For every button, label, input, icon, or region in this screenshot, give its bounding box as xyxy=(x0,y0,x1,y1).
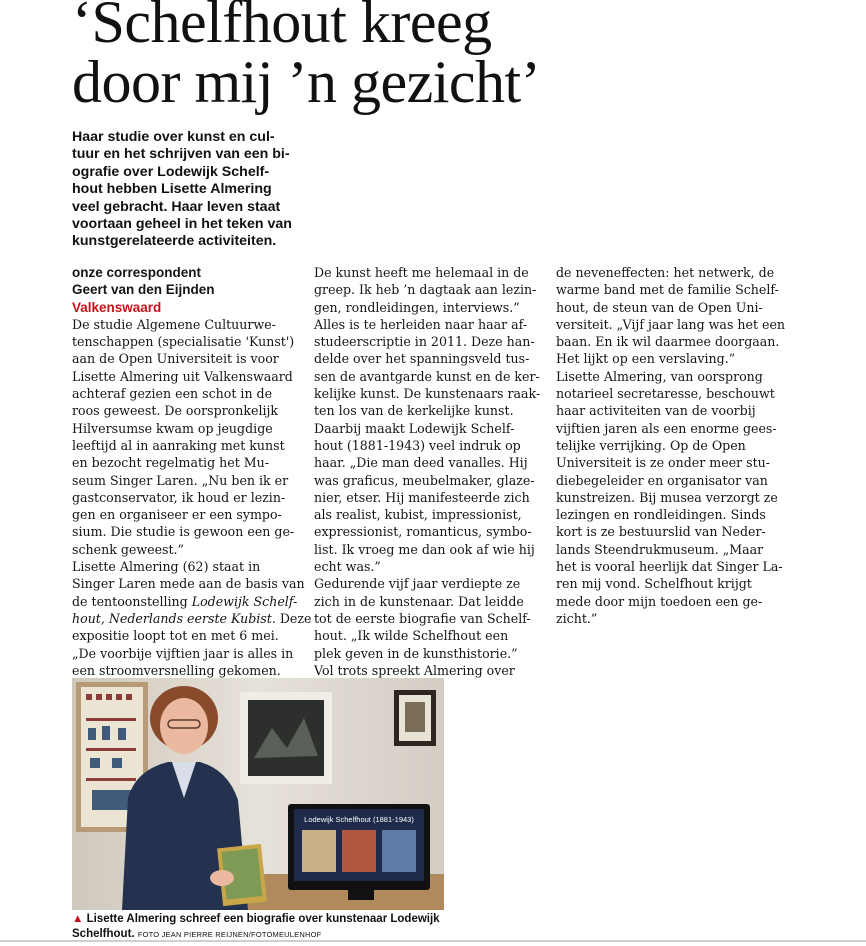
body-line: tot de eerste biografie van Schelf- xyxy=(314,610,531,626)
screen-title: Lodewijk Schelfhout (1881-1943) xyxy=(304,815,414,824)
intro-line: ografie over Lodewijk Schelf- xyxy=(72,163,270,180)
body-line: warme band met de familie Schelf- xyxy=(556,282,779,298)
body-line: notarieel secretaresse, beschouwt xyxy=(556,386,775,402)
body-line: seum Singer Laren. „Nu ben ik er xyxy=(72,472,289,488)
body-line: gen, rondleidingen, interviews.” xyxy=(314,299,520,315)
body-line: delde over het spanningsveld tus- xyxy=(314,351,530,367)
body-line: vijftien jaren als een enorme gees- xyxy=(556,420,777,436)
body-line: diebegeleider en organisator van xyxy=(556,472,768,488)
headline-line: ‘Schelfhout kreeg xyxy=(72,0,492,55)
body-line: de neveneffecten: het netwerk, de xyxy=(556,265,775,280)
intro-line: voortaan geheel in het teken van xyxy=(72,216,292,233)
caption-text: Lisette Almering schreef een biografie over kunstenaar Lodewijk xyxy=(86,913,440,925)
photo-portrait-icon xyxy=(72,678,444,910)
column-body xyxy=(72,316,312,679)
article-photo xyxy=(72,678,444,910)
intro-line: hout hebben Lisette Almering xyxy=(72,181,272,198)
body-line: zicht.” xyxy=(556,610,598,626)
intro-line: Haar studie over kunst en cul- xyxy=(72,129,275,145)
body-line: hout, de steun van de Open Uni- xyxy=(556,299,763,315)
body-line: kunstreizen. Bij musea verzorgt ze xyxy=(556,489,778,505)
body-line: Singer Laren mede aan de basis van xyxy=(72,576,305,592)
body-line: expressionist, romanticus, symbo- xyxy=(314,524,532,540)
intro-line: tuur en het schrijven van een bi- xyxy=(72,146,290,163)
caption-text: Schelfhout. xyxy=(72,928,135,940)
body-line: aan de Open Universiteit is voor xyxy=(72,351,279,367)
body-line: echt was.” xyxy=(314,559,381,575)
caption-marker-icon: ▲ xyxy=(72,913,84,925)
body-line: roos geweest. De oorspronkelijk xyxy=(72,403,279,419)
byline-role: onze correspondent xyxy=(72,265,202,280)
article-column-2 xyxy=(314,264,546,679)
body-line: Lisette Almering uit Valkenswaard xyxy=(72,368,293,384)
body-line: studeerscriptie in 2011. Deze han- xyxy=(314,334,535,350)
body-line: baan. En ik wil daarmee doorgaan. xyxy=(556,334,780,350)
body-line: versiteit. „Vijf jaar lang was het een xyxy=(556,316,786,332)
article-column-1 xyxy=(72,264,312,679)
body-line: list. Ik vroeg me dan ook af wie hij xyxy=(314,541,535,557)
photo-caption xyxy=(72,912,452,942)
body-line: expositie loopt tot en met 6 mei. xyxy=(72,628,279,644)
body-line: Vol trots spreekt Almering over xyxy=(314,662,515,678)
body-line: mede door mijn toedoen een ge- xyxy=(556,593,763,609)
body-line: Gedurende vijf jaar verdiepte ze xyxy=(314,576,521,592)
article-column-3 xyxy=(556,264,796,627)
body-line: leeftijd al in aanraking met kunst xyxy=(72,437,285,453)
body-line: hout (1881-1943) veel indruk op xyxy=(314,437,521,453)
body-line: en bezocht regelmatig het Mu- xyxy=(72,455,270,471)
body-line: greep. Ik heb ’n dagtaak aan lezin- xyxy=(314,282,537,298)
byline-name: Geert van den Eijnden xyxy=(72,282,215,298)
body-line: zich in de kunstenaar. Dat leidde xyxy=(314,593,524,609)
body-line: Lisette Almering (62) staat in xyxy=(72,559,261,575)
body-line: ren mij vond. Schelfhout krijgt xyxy=(556,576,752,592)
body-line: „De voorbije vijftien jaar is alles in xyxy=(72,645,294,661)
body-line: was graficus, meubelmaker, glaze- xyxy=(314,472,535,488)
dateline: Valkenswaard xyxy=(72,299,162,315)
intro-line: kunstgerelateerde activiteiten. xyxy=(72,233,277,250)
body-line: kort is ze bestuurslid van Neder- xyxy=(556,524,766,540)
body-line: Daarbij maakt Lodewijk Schelf- xyxy=(314,420,515,436)
body-line: sen de avantgarde kunst en de ker- xyxy=(314,368,540,384)
body-line: de tentoonstelling Lodewijk Schelf- xyxy=(72,593,298,609)
body-line: telijke verrijking. Op de Open xyxy=(556,437,746,453)
body-line: lezingen en rondleidingen. Sinds xyxy=(556,507,766,523)
body-line: nier, etser. Hij manifesteerde zich xyxy=(314,489,530,505)
body-line: haar activiteiten van de voorbij xyxy=(556,403,756,419)
body-line: tenschappen (specialisatie 'Kunst') xyxy=(72,334,295,350)
body-line: De kunst heeft me helemaal in de xyxy=(314,265,529,280)
body-line: als realist, kubist, impressionist, xyxy=(314,507,522,523)
body-line: gastconservator, ik houd er lezin- xyxy=(72,489,286,505)
article-intro xyxy=(72,129,332,251)
column-body xyxy=(314,264,546,679)
intro-line: veel gebracht. Haar leven staat xyxy=(72,198,281,215)
body-line: schenk geweest.” xyxy=(72,541,184,557)
body-line: sium. Die studie is gewoon een ge- xyxy=(72,524,295,540)
body-line: Hilversumse kwam op jeugdige xyxy=(72,420,273,436)
body-line: het is vooral heerlijk dat Singer La- xyxy=(556,559,783,575)
body-line: kelijke kunst. De kunstenaars raak- xyxy=(314,386,541,402)
body-line: De studie Algemene Cultuurwe- xyxy=(72,316,276,332)
body-line: achteraf gezien een schot in de xyxy=(72,386,273,402)
column-body xyxy=(556,264,796,627)
article-headline xyxy=(72,0,852,115)
body-line: lands Steendrukmuseum. „Maar xyxy=(556,541,764,557)
body-line: Het lijkt op een verslaving.” xyxy=(556,351,736,367)
footer-rule xyxy=(0,940,866,942)
body-line: Lisette Almering, van oorsprong xyxy=(556,368,763,384)
body-line: hout, Nederlands eerste Kubist. Deze xyxy=(72,610,312,626)
body-line: gen en organiseer er een sympo- xyxy=(72,507,282,523)
photo-credit: FOTO JEAN PIERRE REIJNEN/FOTOMEULENHOF xyxy=(137,930,322,939)
body-line: ten los van de kerkelijke kunst. xyxy=(314,403,514,419)
body-line: haar. „Die man deed vanalles. Hij xyxy=(314,455,528,471)
headline-line: door mij ’n gezicht’ xyxy=(72,49,541,115)
body-line: plek geven in de kunsthistorie.” xyxy=(314,645,518,661)
body-line: hout. „Ik wilde Schelfhout een xyxy=(314,628,509,644)
body-line: Alles is te herleiden naar haar af- xyxy=(314,316,528,332)
body-line: een stroomversnelling gekomen. xyxy=(72,662,281,678)
body-line: Universiteit is ze onder meer stu- xyxy=(556,455,771,471)
